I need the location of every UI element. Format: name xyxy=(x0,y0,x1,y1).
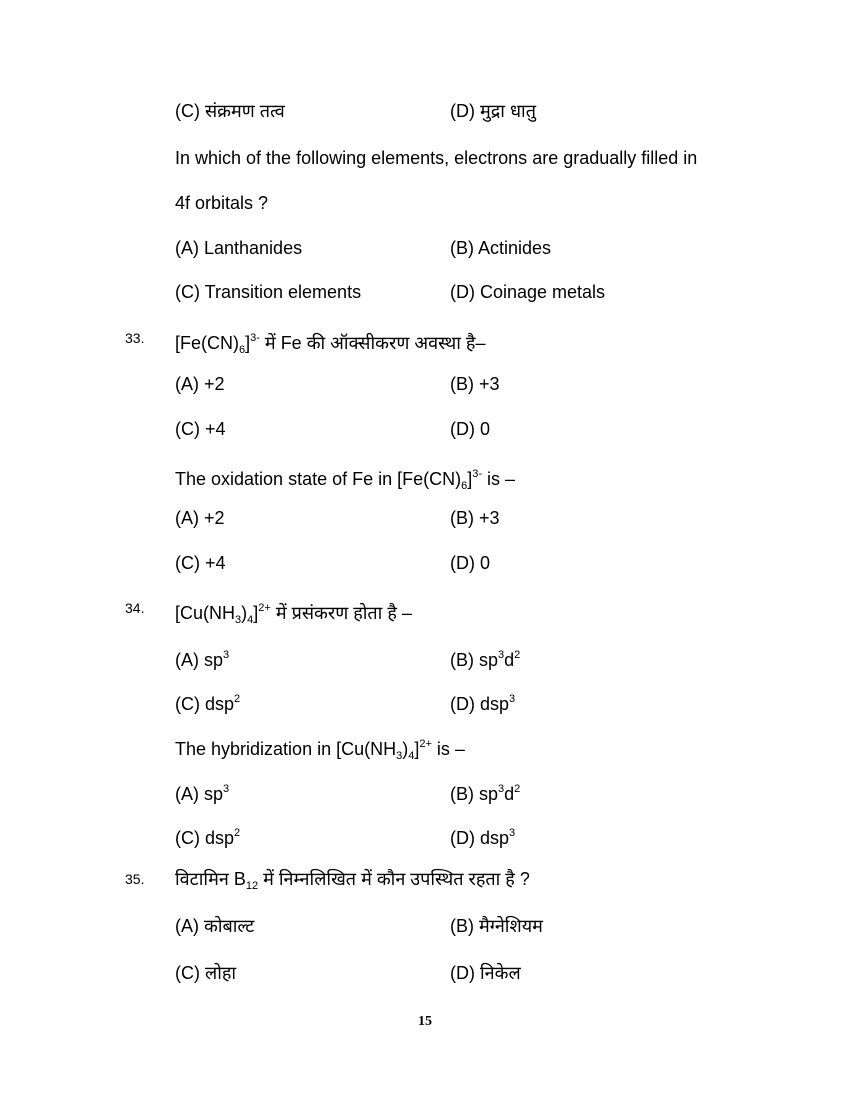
option-text xyxy=(175,418,226,440)
option-text xyxy=(175,962,236,984)
superscript: 3- xyxy=(250,332,260,344)
option-text xyxy=(175,778,229,805)
superscript: 3- xyxy=(472,468,483,480)
text-segment: में निम्नलिखित में कौन उपस्थित रहता है ? xyxy=(258,869,530,889)
subscript: 4 xyxy=(247,614,254,626)
option-text xyxy=(450,507,500,529)
question-number: 35. xyxy=(125,871,145,887)
question-text xyxy=(175,733,465,767)
text-segment: d xyxy=(504,650,515,670)
superscript: 2 xyxy=(514,783,521,795)
text-segment: (D) 0 xyxy=(450,553,490,573)
question-text xyxy=(175,147,697,169)
superscript: 2+ xyxy=(419,738,432,750)
text-segment: (B) Actinides xyxy=(450,238,552,258)
text-segment: ) xyxy=(402,739,409,759)
superscript: 3 xyxy=(498,783,505,795)
option-text xyxy=(450,915,543,937)
text-segment: (A) Lanthanides xyxy=(175,238,303,258)
text-segment: (D) निकेल xyxy=(450,963,521,983)
question-number: 34. xyxy=(125,600,145,616)
text-segment: (C) संक्रमण तत्व xyxy=(175,101,285,121)
text-segment: ) xyxy=(241,603,248,623)
superscript: 2 xyxy=(514,649,521,661)
superscript: 3 xyxy=(498,649,505,661)
question-text xyxy=(175,868,530,897)
option-text xyxy=(450,418,490,440)
option-text xyxy=(450,822,515,849)
text-segment: ] xyxy=(245,333,251,353)
text-segment: विटामिन B xyxy=(175,869,246,889)
text-segment: (C) dsp xyxy=(175,694,235,714)
text-segment: में Fe की ऑक्सीकरण अवस्था है– xyxy=(259,333,486,353)
question-text xyxy=(175,192,268,214)
text-segment: (A) +2 xyxy=(175,508,225,528)
question-number: 33. xyxy=(125,330,145,346)
text-segment: (B) मैग्नेशियम xyxy=(450,916,543,936)
text-segment: (C) +4 xyxy=(175,553,226,573)
text-segment: (B) sp xyxy=(450,784,499,804)
question-text xyxy=(175,327,485,361)
text-segment: (B) +3 xyxy=(450,508,500,528)
text-segment: [Fe(CN) xyxy=(175,333,239,353)
option-text xyxy=(175,644,229,671)
text-segment: (A) sp xyxy=(175,650,224,670)
option-text xyxy=(450,237,551,259)
text-segment: (D) dsp xyxy=(450,694,510,714)
superscript: 2+ xyxy=(258,602,271,614)
text-segment: (B) +3 xyxy=(450,374,500,394)
option-text xyxy=(450,688,515,715)
text-segment: में प्रसंकरण होता है – xyxy=(270,603,412,623)
text-segment: (D) मुद्रा धातु xyxy=(450,101,536,121)
subscript: 3 xyxy=(396,750,403,762)
option-text xyxy=(450,644,520,671)
page-number: 15 xyxy=(418,1014,432,1029)
text-segment: (A) +2 xyxy=(175,374,225,394)
option-text xyxy=(175,507,225,529)
option-text xyxy=(450,778,520,805)
option-text xyxy=(175,688,240,715)
text-segment: (D) Coinage metals xyxy=(450,282,606,302)
text-segment: (C) Transition elements xyxy=(175,282,362,302)
superscript: 2 xyxy=(234,827,241,839)
text-segment: (D) 0 xyxy=(450,419,490,439)
text-segment: ] xyxy=(414,739,420,759)
text-segment: [Cu(NH xyxy=(175,603,236,623)
text-segment: (D) dsp xyxy=(450,828,510,848)
superscript: 2 xyxy=(234,693,241,705)
option-text xyxy=(175,822,240,849)
text-segment: d xyxy=(504,784,515,804)
superscript: 3 xyxy=(223,649,230,661)
superscript: 3 xyxy=(509,827,516,839)
question-text xyxy=(175,597,412,631)
subscript: 12 xyxy=(245,880,259,892)
option-text xyxy=(450,373,500,395)
superscript: 3 xyxy=(509,693,516,705)
text-segment: ] xyxy=(253,603,259,623)
text-segment: 4f orbitals ? xyxy=(175,193,269,213)
text-segment: is – xyxy=(482,469,516,489)
subscript: 6 xyxy=(461,480,468,492)
option-text xyxy=(175,915,254,937)
option-text xyxy=(175,237,302,259)
option-text xyxy=(450,962,521,984)
option-text xyxy=(450,100,536,122)
text-segment: The oxidation state of Fe in [Fe(CN) xyxy=(175,469,462,489)
text-segment: (C) dsp xyxy=(175,828,235,848)
text-segment: (A) कोबाल्ट xyxy=(175,916,255,936)
text-segment: (C) +4 xyxy=(175,419,226,439)
option-text xyxy=(175,281,361,303)
question-text xyxy=(175,463,515,497)
text-segment: ] xyxy=(467,469,473,489)
option-text xyxy=(175,373,225,395)
subscript: 4 xyxy=(408,750,415,762)
text-segment: (A) sp xyxy=(175,784,224,804)
option-text xyxy=(175,100,285,122)
option-text xyxy=(450,281,605,303)
subscript: 6 xyxy=(239,344,246,356)
text-segment: (C) लोहा xyxy=(175,963,237,983)
option-text xyxy=(450,552,490,574)
superscript: 3 xyxy=(223,783,230,795)
text-segment: is – xyxy=(431,739,465,759)
subscript: 3 xyxy=(235,614,242,626)
text-segment: The hybridization in [Cu(NH xyxy=(175,739,397,759)
text-segment: In which of the following elements, electrons are gradually filled in xyxy=(175,148,698,168)
option-text xyxy=(175,552,226,574)
text-segment: (B) sp xyxy=(450,650,499,670)
